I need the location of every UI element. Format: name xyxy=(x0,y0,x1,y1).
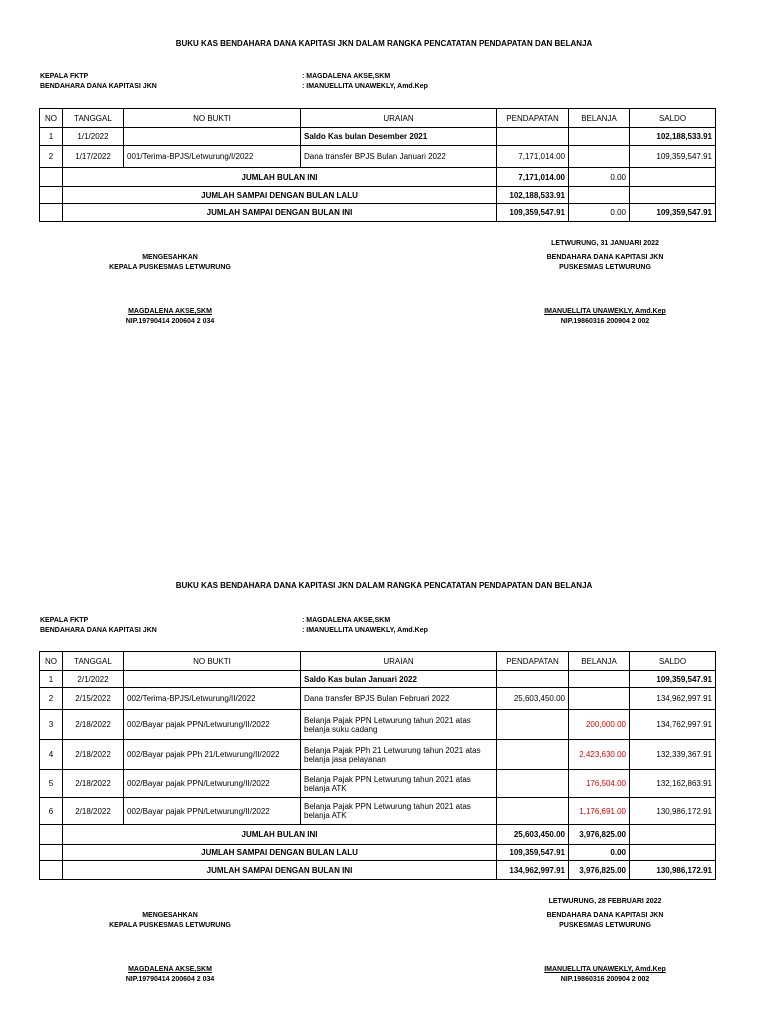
cell-belanja: 200,000.00 xyxy=(569,710,630,740)
col-header-tanggal: TANGGAL xyxy=(63,652,124,671)
table-row xyxy=(40,710,716,740)
cell-bukti: 001/Terima-BPJS/Letwurung/I/2022 xyxy=(124,146,301,168)
summary-label: JUMLAH SAMPAI DENGAN BULAN LALU xyxy=(63,187,497,204)
summary-saldo: 130,986,172.91 xyxy=(630,861,716,880)
kepala-name: : MAGDALENA AKSE,SKM xyxy=(302,617,391,624)
cell-no: 4 xyxy=(40,740,63,770)
bendahara-name: : IMANUELLITA UNAWEKLY, Amd.Kep xyxy=(302,627,428,634)
summary-label: JUMLAH SAMPAI DENGAN BULAN INI xyxy=(63,861,497,880)
approval-block xyxy=(70,911,270,931)
cell-belanja xyxy=(569,128,630,146)
cell-belanja xyxy=(569,688,630,710)
cell-uraian: Belanja Pajak PPN Letwurung tahun 2021 atas belanja ATK xyxy=(301,798,497,825)
cell-saldo: 132,339,367.91 xyxy=(630,740,716,770)
summary-pendapatan: 109,359,547.91 xyxy=(497,204,569,222)
cell-tanggal: 1/17/2022 xyxy=(63,146,124,168)
bendahara-name: : IMANUELLITA UNAWEKLY, Amd.Kep xyxy=(302,83,428,90)
table-row xyxy=(40,688,716,710)
report-title: BUKU KAS BENDAHARA DANA KAPITASI JKN DALAM RANGKA PENCATATAN PENDAPATAN DAN BELANJA xyxy=(175,39,593,48)
cell-uraian: Saldo Kas bulan Desember 2021 xyxy=(301,128,497,146)
summary-belanja: 0.00 xyxy=(569,845,630,861)
summary-belanja: 3,976,825.00 xyxy=(569,825,630,845)
cell-bukti: 002/Bayar pajak PPh 21/Letwurung/II/2022 xyxy=(124,740,301,770)
cell-belanja xyxy=(569,146,630,168)
signer-nip: NIP.19860316 200904 2 002 xyxy=(560,318,650,325)
cell-pendapatan: 25,603,450.00 xyxy=(497,688,569,710)
cell-pendapatan: 7,171,014.00 xyxy=(497,146,569,168)
treasurer-block xyxy=(505,911,705,931)
cell-no: 5 xyxy=(40,770,63,798)
cell-no: 6 xyxy=(40,798,63,825)
cell-bukti: 002/Terima-BPJS/Letwurung/II/2022 xyxy=(124,688,301,710)
puskesmas-label: PUSKESMAS LETWURUNG xyxy=(559,264,651,271)
cell-tanggal: 1/1/2022 xyxy=(63,128,124,146)
signer-name: MAGDALENA AKSE,SKM xyxy=(128,966,212,973)
cell-saldo: 109,359,547.91 xyxy=(630,671,716,688)
col-header-uraian: URAIAN xyxy=(301,652,497,671)
bendahara-title: BENDAHARA DANA KAPITASI JKN xyxy=(546,254,664,261)
summary-pendapatan: 7,171,014.00 xyxy=(497,168,569,187)
signer-name: MAGDALENA AKSE,SKM xyxy=(128,308,212,315)
cell-uraian: Dana transfer BPJS Bulan Februari 2022 xyxy=(301,688,497,710)
mengesahkan-label: MENGESAHKAN xyxy=(142,912,198,919)
bendahara-label: BENDAHARA DANA KAPITASI JKN xyxy=(40,83,157,90)
summary-saldo xyxy=(630,187,716,204)
puskesmas-label: PUSKESMAS LETWURUNG xyxy=(559,922,651,929)
cell-tanggal: 2/1/2022 xyxy=(63,671,124,688)
kepala-puskesmas-label: KEPALA PUSKESMAS LETWURUNG xyxy=(109,922,231,929)
table-header-row xyxy=(40,652,716,671)
summary-row-sampai-ini xyxy=(40,204,716,222)
summary-pendapatan: 102,188,533.91 xyxy=(497,187,569,204)
cell-tanggal: 2/18/2022 xyxy=(63,710,124,740)
cell-pendapatan xyxy=(497,740,569,770)
cell-uraian: Dana transfer BPJS Bulan Januari 2022 xyxy=(301,146,497,168)
ledger-table-february xyxy=(39,651,716,880)
kepala-name: : MAGDALENA AKSE,SKM xyxy=(302,73,391,80)
summary-label: JUMLAH SAMPAI DENGAN BULAN LALU xyxy=(63,845,497,861)
cell-pendapatan xyxy=(497,770,569,798)
table-row xyxy=(40,770,716,798)
summary-saldo xyxy=(630,825,716,845)
cell-bukti xyxy=(124,671,301,688)
table-row xyxy=(40,671,716,688)
cell-saldo: 132,162,863.91 xyxy=(630,770,716,798)
summary-row-sampai-ini xyxy=(40,861,716,880)
mengesahkan-label: MENGESAHKAN xyxy=(142,254,198,261)
col-header-no: NO xyxy=(40,109,63,128)
cell-belanja: 2,423,630.00 xyxy=(569,740,630,770)
bendahara-signature xyxy=(505,965,705,985)
meta-labels xyxy=(40,72,157,92)
table-header-row xyxy=(40,109,716,128)
col-header-bukti: NO BUKTI xyxy=(124,109,301,128)
col-header-saldo: SALDO xyxy=(630,652,716,671)
kepala-label: KEPALA FKTP xyxy=(40,617,89,624)
bendahara-label: BENDAHARA DANA KAPITASI JKN xyxy=(40,627,157,634)
cell-bukti xyxy=(124,128,301,146)
cell-no: 1 xyxy=(40,128,63,146)
summary-row-sampai-lalu xyxy=(40,845,716,861)
summary-belanja: 0.00 xyxy=(569,168,630,187)
kepala-signature xyxy=(70,965,270,985)
signer-nip: NIP.19790414 200604 2 034 xyxy=(125,318,215,325)
treasurer-block xyxy=(505,253,705,273)
cell-no: 1 xyxy=(40,671,63,688)
kepala-puskesmas-label: KEPALA PUSKESMAS LETWURUNG xyxy=(109,264,231,271)
col-header-uraian: URAIAN xyxy=(301,109,497,128)
cell-saldo: 130,986,172.91 xyxy=(630,798,716,825)
summary-belanja xyxy=(569,187,630,204)
col-header-belanja: BELANJA xyxy=(569,109,630,128)
summary-pendapatan: 109,359,547.91 xyxy=(497,845,569,861)
summary-belanja: 3,976,825.00 xyxy=(569,861,630,880)
cell-tanggal: 2/18/2022 xyxy=(63,770,124,798)
cell-no: 2 xyxy=(40,146,63,168)
cell-saldo: 134,762,997.91 xyxy=(630,710,716,740)
meta-names xyxy=(302,616,428,636)
cell-pendapatan xyxy=(497,710,569,740)
cell-uraian: Belanja Pajak PPN Letwurung tahun 2021 atas belanja ATK xyxy=(301,770,497,798)
kepala-label: KEPALA FKTP xyxy=(40,73,89,80)
cell-tanggal: 2/18/2022 xyxy=(63,798,124,825)
table-row xyxy=(40,798,716,825)
summary-row-sampai-lalu xyxy=(40,187,716,204)
summary-saldo: 109,359,547.91 xyxy=(630,204,716,222)
cell-bukti: 002/Bayar pajak PPN/Letwurung/II/2022 xyxy=(124,770,301,798)
col-header-saldo: SALDO xyxy=(630,109,716,128)
summary-row-bulan-ini xyxy=(40,168,716,187)
cell-belanja xyxy=(569,671,630,688)
report-title: BUKU KAS BENDAHARA DANA KAPITASI JKN DALAM RANGKA PENCATATAN PENDAPATAN DAN BELANJA xyxy=(175,581,593,590)
col-header-tanggal: TANGGAL xyxy=(63,109,124,128)
cell-uraian: Belanja Pajak PPN Letwurung tahun 2021 atas belanja suku cadang xyxy=(301,710,497,740)
table-row xyxy=(40,146,716,168)
cell-bukti: 002/Bayar pajak PPN/Letwurung/II/2022 xyxy=(124,710,301,740)
meta-labels xyxy=(40,616,157,636)
bendahara-title: BENDAHARA DANA KAPITASI JKN xyxy=(546,912,664,919)
cell-pendapatan xyxy=(497,671,569,688)
cell-no: 2 xyxy=(40,688,63,710)
cell-bukti: 002/Bayar pajak PPN/Letwurung/II/2022 xyxy=(124,798,301,825)
signer-name: IMANUELLITA UNAWEKLY, Amd.Kep xyxy=(544,966,666,973)
signer-name: IMANUELLITA UNAWEKLY, Amd.Kep xyxy=(544,308,666,315)
cell-tanggal: 2/18/2022 xyxy=(63,740,124,770)
cell-uraian: Saldo Kas bulan Januari 2022 xyxy=(301,671,497,688)
summary-label: JUMLAH BULAN INI xyxy=(63,168,497,187)
summary-pendapatan: 25,603,450.00 xyxy=(497,825,569,845)
cell-uraian: Belanja Pajak PPh 21 Letwurung tahun 2021 atas belanja jasa pelayanan xyxy=(301,740,497,770)
cell-belanja: 176,504.00 xyxy=(569,770,630,798)
col-header-belanja: BELANJA xyxy=(569,652,630,671)
summary-belanja: 0.00 xyxy=(569,204,630,222)
signer-nip: NIP.19790414 200604 2 034 xyxy=(125,976,215,983)
cell-belanja: 1,176,691.00 xyxy=(569,798,630,825)
col-header-pendapatan: PENDAPATAN xyxy=(497,652,569,671)
kepala-signature xyxy=(70,307,270,327)
bendahara-signature xyxy=(505,307,705,327)
approval-block xyxy=(70,253,270,273)
signer-nip: NIP.19860316 200904 2 002 xyxy=(560,976,650,983)
summary-row-bulan-ini xyxy=(40,825,716,845)
cell-no: 3 xyxy=(40,710,63,740)
table-row xyxy=(40,740,716,770)
summary-pendapatan: 134,962,997.91 xyxy=(497,861,569,880)
col-header-no: NO xyxy=(40,652,63,671)
meta-names xyxy=(302,72,428,92)
table-row xyxy=(40,128,716,146)
summary-saldo xyxy=(630,845,716,861)
summary-label: JUMLAH BULAN INI xyxy=(63,825,497,845)
cell-saldo: 102,188,533.91 xyxy=(630,128,716,146)
cell-pendapatan xyxy=(497,128,569,146)
cell-tanggal: 2/15/2022 xyxy=(63,688,124,710)
cell-pendapatan xyxy=(497,798,569,825)
col-header-bukti: NO BUKTI xyxy=(124,652,301,671)
cell-saldo: 109,359,547.91 xyxy=(630,146,716,168)
col-header-pendapatan: PENDAPATAN xyxy=(497,109,569,128)
place-date: LETWURUNG, 28 FEBRUARI 2022 xyxy=(548,898,662,905)
summary-label: JUMLAH SAMPAI DENGAN BULAN INI xyxy=(63,204,497,222)
place-date: LETWURUNG, 31 JANUARI 2022 xyxy=(551,240,659,247)
cell-saldo: 134,962,997.91 xyxy=(630,688,716,710)
summary-saldo xyxy=(630,168,716,187)
ledger-table-january xyxy=(39,108,716,222)
